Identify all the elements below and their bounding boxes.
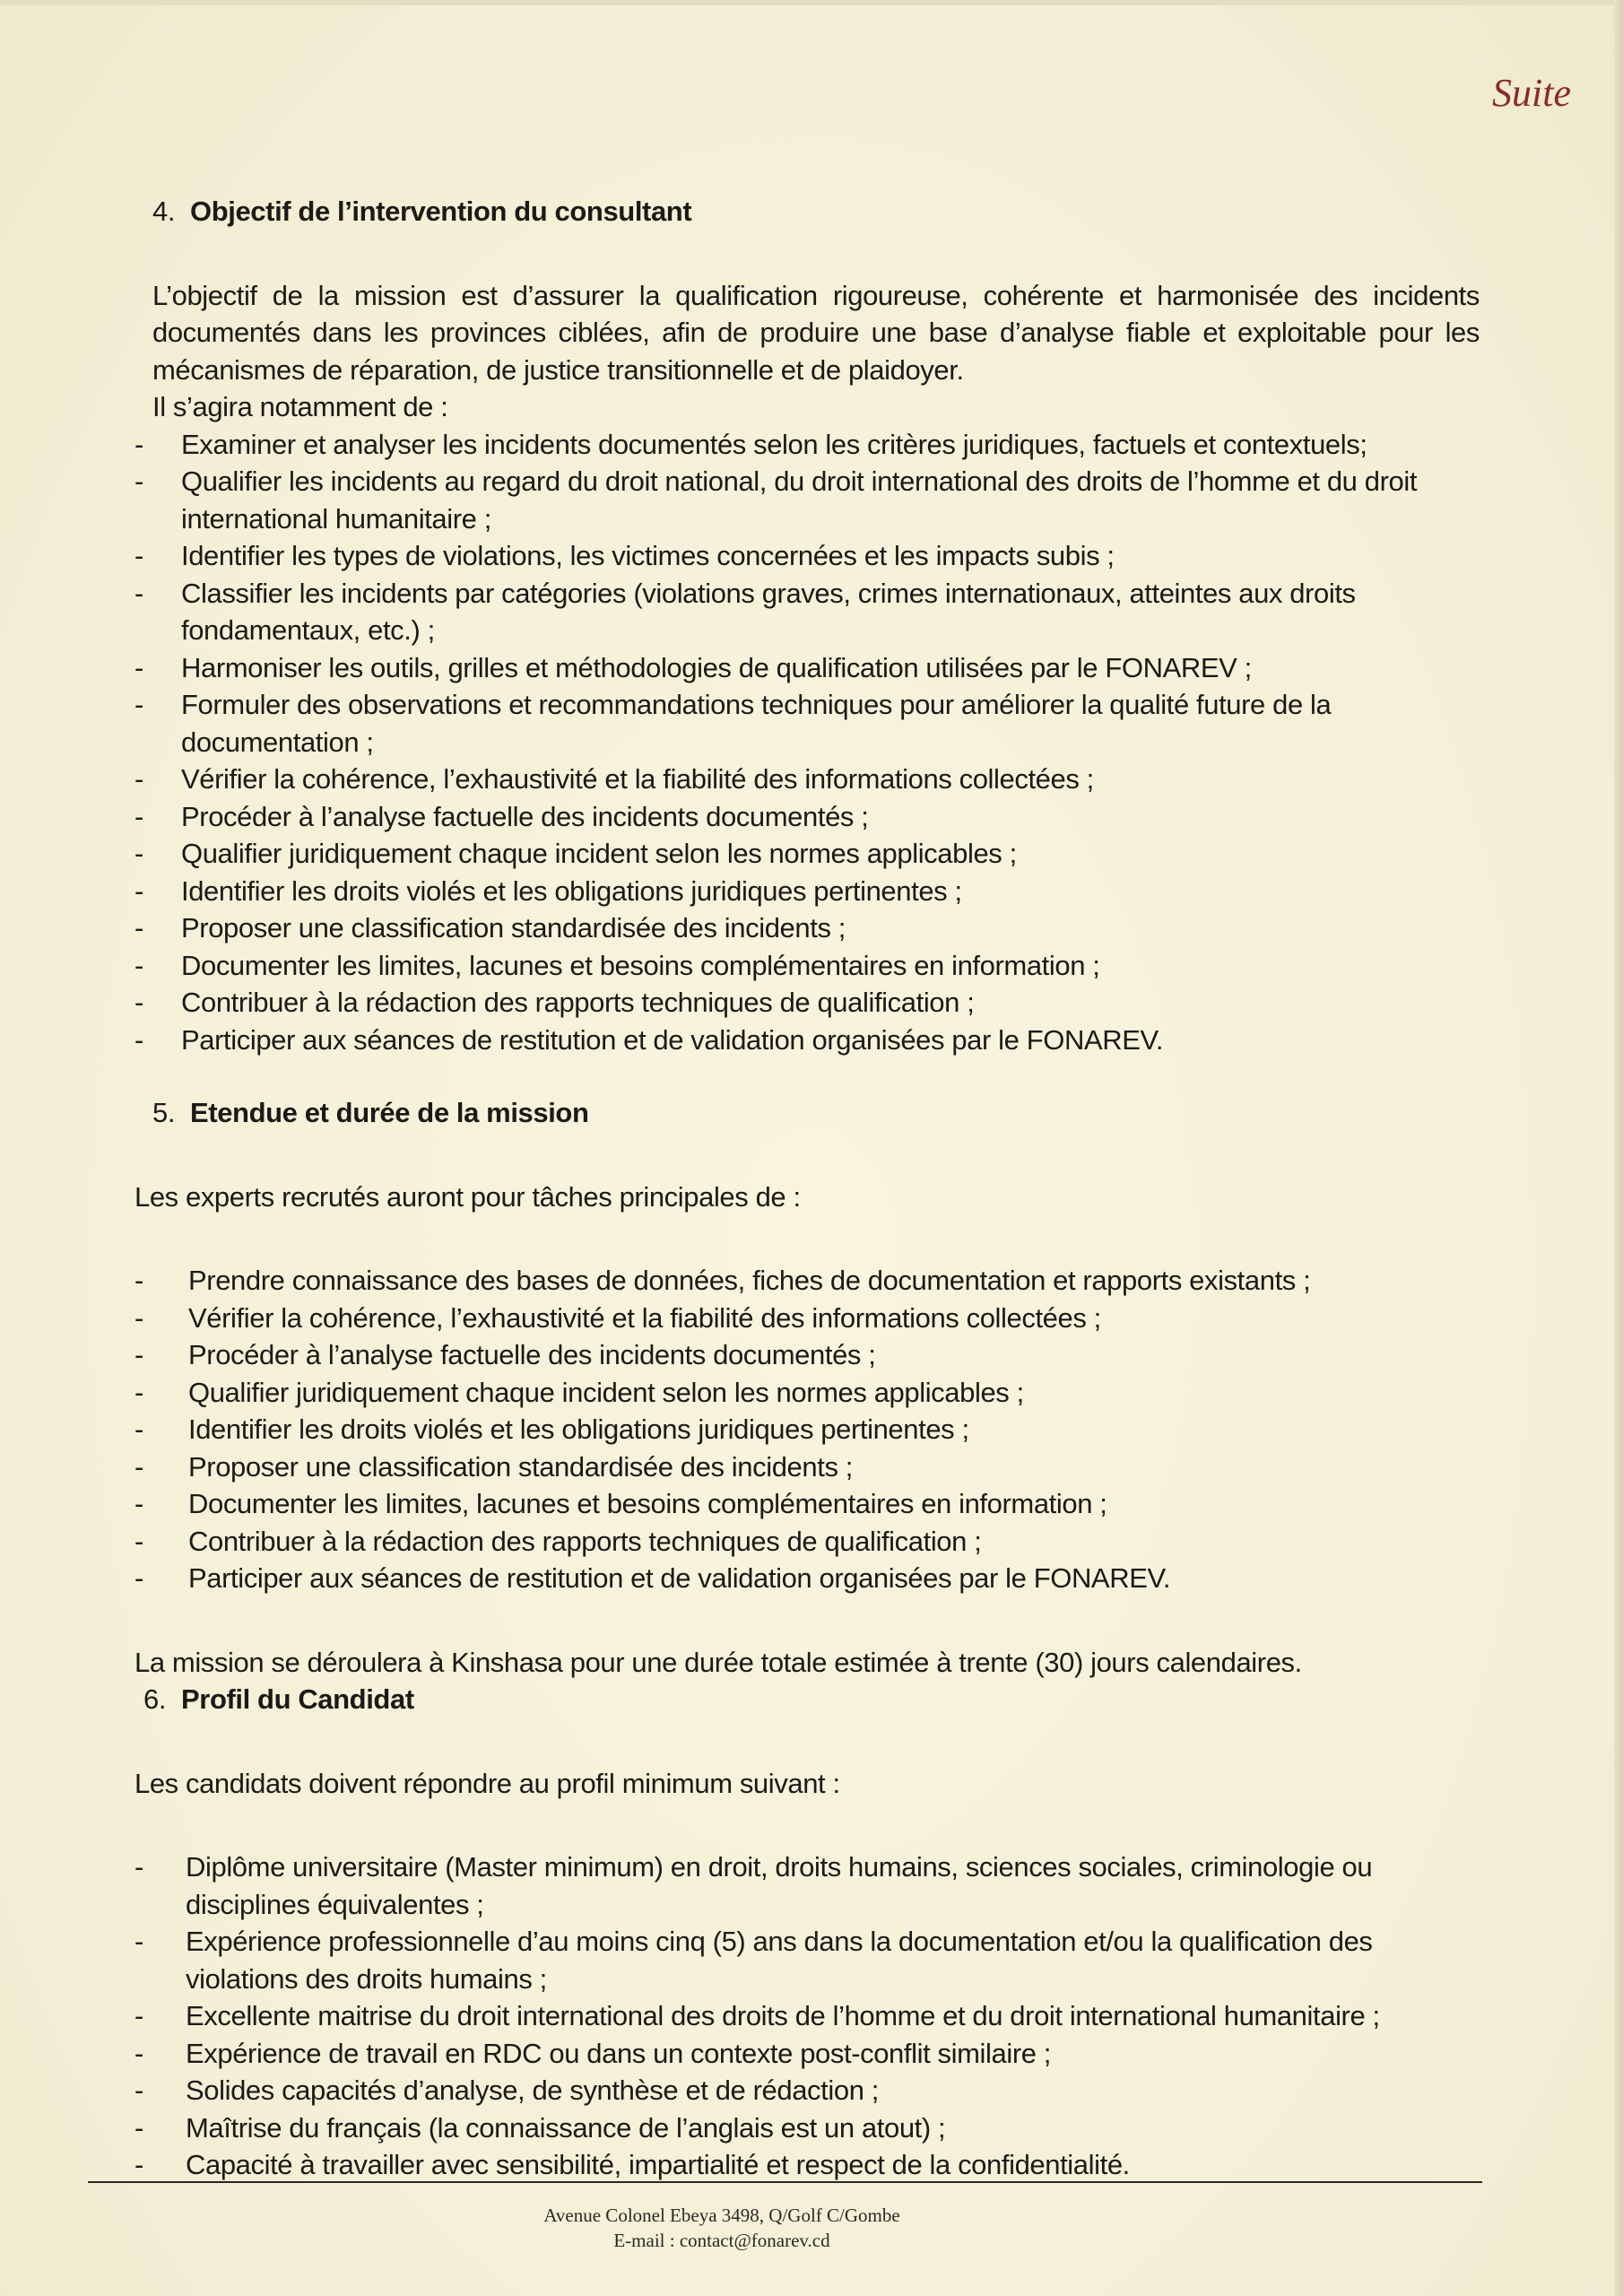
suite-mark: Suite: [1492, 71, 1571, 115]
list-item: - Qualifier juridiquement chaque incident selon les normes applicables ;: [135, 1376, 1024, 1408]
section-6-intro: Les candidats doivent répondre au profil minimum suivant :: [135, 1767, 840, 1799]
section-number: 6.: [143, 1683, 167, 1715]
scan-top-edge: [0, 0, 1623, 5]
list-item: - Vérifier la cohérence, l’exhaustivité et la fiabilité des informations collectées ;: [135, 763, 1094, 795]
list-item: - Qualifier juridiquement chaque incident selon les normes applicables ;: [135, 838, 1017, 869]
list-item: - Maîtrise du français (la connaissance de l’anglais est un atout) ;: [135, 2111, 946, 2144]
section-4-list: [135, 426, 1480, 1059]
section-6-list: [135, 1848, 1480, 2184]
list-item: - Excellente maitrise du droit international des droits de l’homme et du droit international humanitaire ;: [135, 2000, 1380, 2031]
list-item: - Classifier les incidents par catégories (violations graves, crimes internationaux, atteintes aux droits fondamentaux, etc.) ;: [135, 577, 1356, 646]
section-title: Etendue et durée de la mission: [190, 1097, 589, 1128]
list-item: - Documenter les limites, lacunes et besoins complémentaires en information ;: [135, 949, 1100, 981]
list-item: - Procéder à l’analyse factuelle des incidents documentés ;: [135, 1339, 876, 1370]
section-5-heading: [135, 1094, 1480, 1132]
list-item: - Proposer une classification standardisée des incidents ;: [135, 1450, 853, 1483]
footer-divider: [88, 2181, 1482, 2183]
list-item: - Procéder à l’analyse factuelle des incidents documentés ;: [135, 800, 869, 832]
section-4-paragraph: L’objectif de la mission est d’assurer la qualification rigoureuse, cohérente et harmonisée des incidents documentés dans les provinces ciblées, afin de produire une base d’analyse fiable et exploitable pour les mécanismes de réparation, de justice transitionnelle et de plaidoyer.: [152, 279, 1480, 386]
list-item: - Participer aux séances de restitution et de validation organisées par le FONAREV.: [135, 1023, 1164, 1056]
scan-right-edge: [1614, 0, 1623, 2296]
footer-email: E-mail : contact@fonarev.cd: [613, 2230, 830, 2251]
section-5-list: [135, 1262, 1480, 1597]
list-item: - Harmoniser les outils, grilles et méthodologies de qualification utilisées par le FONAREV ;: [135, 651, 1252, 683]
document-body: [135, 193, 1480, 2184]
list-item: - Formuler des observations et recommandations techniques pour améliorer la qualité future de la documentation ;: [135, 689, 1332, 758]
list-item: - Vérifier la cohérence, l’exhaustivité et la fiabilité des informations collectées ;: [135, 1301, 1101, 1334]
list-item: - Identifier les droits violés et les obligations juridiques pertinentes ;: [135, 874, 962, 907]
section-5-closing: La mission se déroulera à Kinshasa pour une durée totale estimée à trente (30) jours calendaires.: [135, 1646, 1302, 1678]
footer-address: Avenue Colonel Ebeya 3498, Q/Golf C/Gombe: [543, 2205, 900, 2226]
section-5-intro: Les experts recrutés auront pour tâches principales de :: [135, 1180, 801, 1213]
list-item: - Expérience professionnelle d’au moins cinq (5) ans dans la documentation et/ou la qualification des violations des droits humains ;: [135, 1926, 1373, 1995]
list-item: - Contribuer à la rédaction des rapports techniques de qualification ;: [135, 987, 975, 1018]
list-item: - Qualifier les incidents au regard du droit national, du droit international des droits de l’homme et du droit international humanitaire ;: [135, 465, 1418, 535]
section-title: Profil du Candidat: [181, 1683, 414, 1715]
list-item: - Examiner et analyser les incidents documentés selon les critères juridiques, factuels et contextuels;: [135, 428, 1367, 460]
section-title: Objectif de l’intervention du consultant: [190, 196, 692, 227]
list-item: - Identifier les types de violations, les victimes concernées et les impacts subis ;: [135, 540, 1115, 571]
list-item: - Participer aux séances de restitution et de validation organisées par le FONAREV.: [135, 1562, 1171, 1594]
list-item: - Contribuer à la rédaction des rapports techniques de qualification ;: [135, 1525, 982, 1557]
footer: [0, 2203, 1444, 2253]
section-6-heading: [135, 1681, 1480, 1718]
list-item: - Capacité à travailler avec sensibilité, impartialité et respect de la confidentialité.: [135, 2149, 1130, 2180]
section-4-intro: Il s’agira notamment de :: [152, 391, 448, 422]
section-number: 4.: [152, 196, 176, 227]
list-item: - Identifier les droits violés et les obligations juridiques pertinentes ;: [135, 1413, 969, 1445]
list-item: - Proposer une classification standardisée des incidents ;: [135, 912, 846, 944]
list-item: - Documenter les limites, lacunes et besoins complémentaires en information ;: [135, 1488, 1107, 1519]
section-4-heading: [135, 193, 1480, 230]
list-item: - Expérience de travail en RDC ou dans un contexte post-conflit similaire ;: [135, 2037, 1052, 2069]
section-number: 5.: [152, 1097, 176, 1128]
list-item: - Prendre connaissance des bases de données, fiches de documentation et rapports existants ;: [135, 1265, 1311, 1296]
list-item: - Solides capacités d’analyse, de synthèse et de rédaction ;: [135, 2074, 879, 2106]
list-item: - Diplôme universitaire (Master minimum) en droit, droits humains, sciences sociales, criminologie ou disciplines équivalentes ;: [135, 1851, 1373, 1920]
